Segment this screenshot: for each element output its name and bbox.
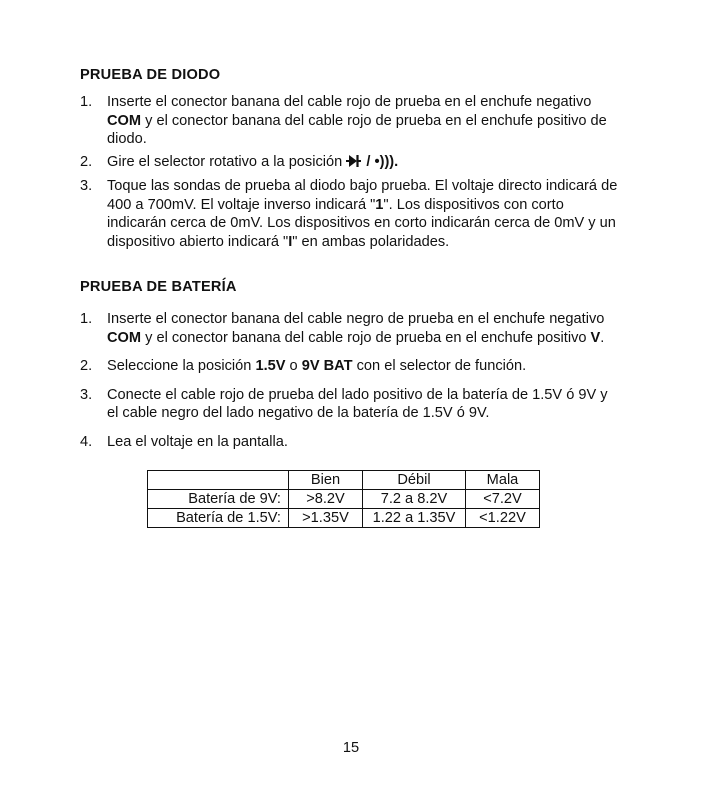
table-cell: >8.2V bbox=[289, 490, 363, 509]
table-cell: >1.35V bbox=[289, 509, 363, 528]
step-text: Inserte el conector banana del cable rojo de prueba en el enchufe negativo bbox=[107, 94, 592, 110]
step-text: Conecte el cable rojo de prueba del lado positivo de la batería de 1.5V ó 9V y el cable negro del lado negativo de la batería de 1.5V ó 9V. bbox=[107, 386, 608, 421]
table-header-cell bbox=[148, 471, 289, 490]
diode-symbol-icon bbox=[346, 154, 362, 174]
step-text: Gire el selector rotativo a la posición bbox=[107, 153, 347, 170]
page-number: 15 bbox=[342, 740, 360, 756]
step-bold-text: I bbox=[288, 233, 293, 250]
step-text: y el conector banana del cable rojo de prueba en el enchufe positivo de diodo. bbox=[107, 112, 607, 147]
list-item bbox=[80, 386, 620, 423]
battery-test-steps bbox=[80, 310, 620, 451]
step-number: 1. bbox=[80, 311, 93, 327]
table-cell: <1.22V bbox=[466, 509, 540, 528]
table-row-label: Batería de 1.5V: bbox=[148, 509, 289, 528]
step-bold-text: V bbox=[590, 329, 601, 346]
step-text: " en ambas polaridades. bbox=[292, 233, 450, 250]
step-number: 1. bbox=[80, 94, 93, 110]
table-header-cell: Bien bbox=[289, 471, 363, 490]
table-header-cell: Mala bbox=[466, 471, 540, 490]
step-bold-text: / •))). bbox=[366, 153, 399, 170]
step-number: 2. bbox=[80, 153, 93, 170]
table-row-label: Batería de 9V: bbox=[148, 490, 289, 509]
step-bold-text: 1 bbox=[375, 196, 384, 213]
step-text: Inserte el conector banana del cable negro de prueba en el enchufe negativo bbox=[107, 311, 605, 327]
battery-voltage-table bbox=[147, 470, 540, 528]
diode-test-steps bbox=[80, 93, 620, 251]
step-number: 2. bbox=[80, 358, 93, 374]
step-text: . bbox=[600, 329, 605, 346]
table-cell: 1.22 a 1.35V bbox=[363, 509, 466, 528]
list-item bbox=[80, 357, 620, 376]
step-number: 3. bbox=[80, 178, 93, 194]
list-item bbox=[80, 153, 620, 174]
table-header-cell: Débil bbox=[363, 471, 466, 490]
table-cell: 7.2 a 8.2V bbox=[363, 490, 466, 509]
step-number: 3. bbox=[80, 386, 93, 403]
table-row bbox=[148, 509, 540, 528]
step-number: 4. bbox=[80, 433, 93, 450]
section-title-diode-test: PRUEBA DE DIODO bbox=[80, 67, 221, 83]
step-text: Lea el voltaje en la pantalla. bbox=[107, 433, 288, 450]
list-item bbox=[80, 93, 620, 149]
section-title-battery-test: PRUEBA DE BATERÍA bbox=[80, 279, 237, 295]
list-item bbox=[80, 177, 620, 251]
step-bold-text: 1.5V bbox=[255, 358, 286, 374]
table-header-row bbox=[148, 471, 540, 490]
step-bold-text: 9V BAT bbox=[301, 358, 353, 374]
step-text: con el selector de función. bbox=[352, 358, 527, 374]
step-bold-text: COM bbox=[107, 112, 142, 129]
step-text: o bbox=[285, 358, 302, 374]
step-text: y el conector banana del cable rojo de prueba en el enchufe positivo bbox=[141, 329, 591, 346]
step-text: Seleccione la posición bbox=[107, 358, 256, 374]
table-row bbox=[148, 490, 540, 509]
list-item bbox=[80, 310, 620, 347]
step-text: ". Los dispositivos con corto indicarán cerca de 0mV. Los dispositivos en corto indicarán cerca de 0mV y un dispositivo abierto indicará " bbox=[107, 196, 616, 250]
table-cell: <7.2V bbox=[466, 490, 540, 509]
step-bold-text: COM bbox=[107, 329, 142, 346]
step-text: Toque las sondas de prueba al diodo bajo prueba. El voltaje directo indicará de 400 a 700mV. El voltaje inverso indicará " bbox=[107, 178, 618, 213]
list-item bbox=[80, 433, 620, 452]
